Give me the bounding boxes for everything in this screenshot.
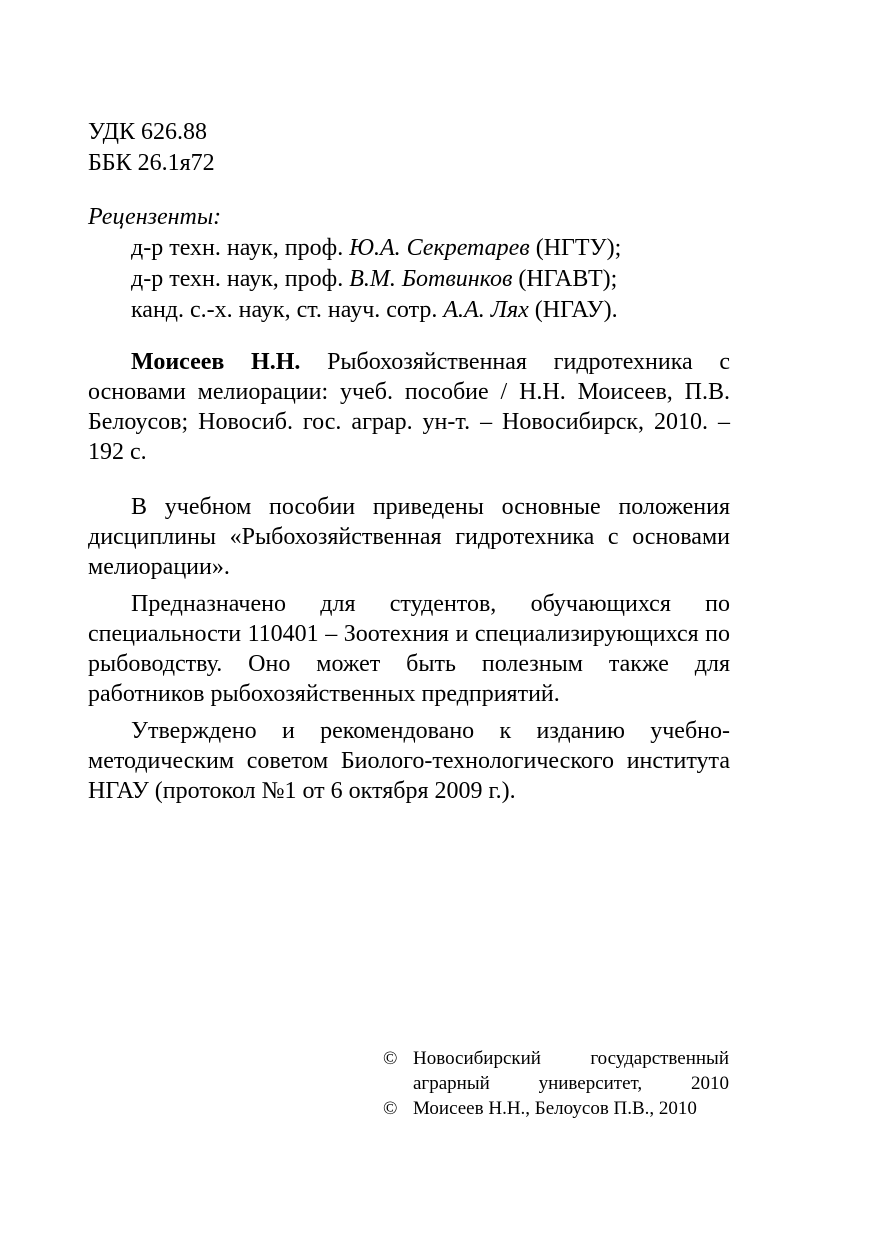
copyright-holder: [413, 1046, 729, 1096]
annotation-paragraph: Утверждено и рекомендовано к изданию учебно-методическим советом Биолого-технологического института НГАУ (протокол №1 от 6 октября 2009 г.).: [88, 718, 730, 804]
annotation: [88, 492, 730, 813]
annotation-paragraph: Предназначено для студентов, обучающихся по специальности 110401 – Зоотехния и специализирующихся по рыбоводству. Оно может быть полезным также для работников рыбохозяйственных предприятий.: [88, 591, 730, 707]
annotation-paragraph: В учебном пособии приведены основные положения дисциплины «Рыбохозяйственная гидротехника с основами мелиорации».: [88, 494, 730, 580]
copyright-icon: ©: [383, 1048, 398, 1069]
copyright-block: [383, 1046, 729, 1121]
reviewer-item: [88, 295, 738, 326]
reviewer-name: Ю.А. Секретарев: [349, 235, 530, 261]
copyright-holder-line2: аграрный университет, 2010: [413, 1073, 729, 1094]
copyright-icon: ©: [383, 1098, 398, 1119]
reviewer-title: канд. с.-х. наук, ст. науч. сотр.: [131, 297, 444, 323]
copyright-item: [383, 1046, 729, 1096]
reviewer-affiliation: (НГТУ);: [529, 235, 622, 261]
reviewer-name: В.М. Ботвинков: [349, 266, 513, 292]
bibliographic-record: [88, 347, 730, 467]
reviewer-name: А.А. Лях: [443, 297, 529, 323]
reviewer-item: [88, 264, 738, 295]
udk-code: УДК 626.88: [88, 119, 207, 145]
bib-description: Рыбохозяйственная гидротехника с основами мелиорации: учеб. пособие / Н.Н. Моисеев, П.В. Белоусов; Новосиб. гос. аграр. ун-т. – Новосибирск, 2010. – 192 с.: [88, 349, 730, 465]
reviewer-item: [88, 233, 738, 264]
reviewer-title: д-р техн. наук, проф.: [131, 266, 350, 292]
reviewers-heading: Рецензенты:: [88, 204, 222, 230]
copyright-holder-line1: Моисеев Н.Н., Белоусов П.В., 2010: [413, 1098, 697, 1119]
reviewer-title: д-р техн. наук, проф.: [131, 235, 350, 261]
copyright-holder: [413, 1096, 729, 1121]
reviewer-affiliation: (НГАУ).: [528, 297, 618, 323]
reviewers-section: [88, 202, 738, 326]
bbk-code: ББК 26.1я72: [88, 150, 215, 176]
classification-codes: [88, 117, 215, 179]
copyright-holder-line1: Новосибирский государственный: [413, 1048, 729, 1069]
bib-author: Моисеев Н.Н.: [131, 349, 301, 375]
copyright-item: [383, 1096, 729, 1121]
reviewer-affiliation: (НГАВТ);: [512, 266, 618, 292]
